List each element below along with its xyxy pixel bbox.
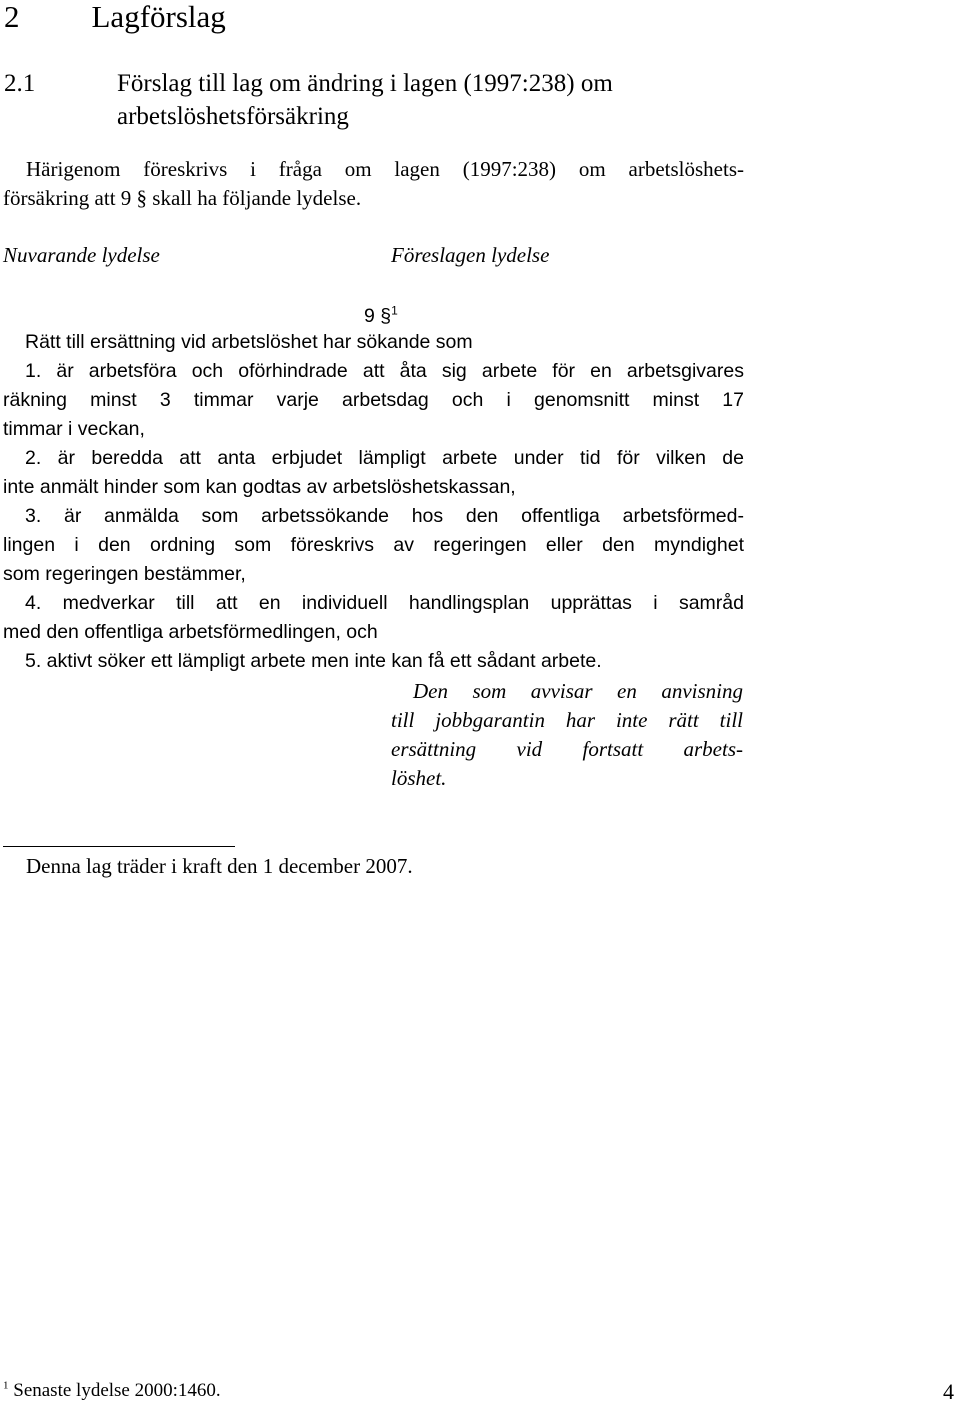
entry-into-force: Denna lag träder i kraft den 1 december 2007.	[26, 854, 413, 878]
chapter-title: Lagförslag	[91, 0, 226, 34]
intro-line-2: försäkring att 9 § skall ha följande lydelse.	[3, 186, 362, 210]
list-item-1-line-2: räkning minst 3 timmar varje arbetsdag och i genomsnitt minst 17	[3, 389, 744, 411]
chapter-number: 2	[4, 0, 20, 34]
list-item-3	[3, 502, 744, 589]
list-item-1	[3, 357, 744, 444]
list-item-3-line-2: lingen i den ordning som föreskrivs av regeringen eller den myndighet	[3, 534, 744, 556]
intro-line-1: Härigenom föreskrivs i fråga om lagen (1997:238) om arbetslöshets-	[26, 157, 744, 181]
list-item-5-line-1: 5. aktivt söker ett lämpligt arbete men inte kan få ett sådant arbete.	[25, 650, 602, 672]
list-item-1-line-1: 1. är arbetsföra och oförhindrade att åta sig arbete för en arbetsgivares	[25, 360, 744, 382]
section-title-line1: Förslag till lag om ändring i lagen (1997:238) om	[117, 70, 613, 97]
footnote	[3, 1378, 221, 1404]
amendment-text	[391, 677, 743, 793]
list-item-5	[3, 647, 744, 676]
list-item-3-line-1: 3. är anmälda som arbetssökande hos den offentliga arbetsförmed-	[25, 505, 744, 527]
list-item-3-line-3: som regeringen bestämmer,	[3, 563, 246, 585]
column-heading-current: Nuvarande lydelse	[3, 243, 160, 267]
list-item-2-line-1: 2. är beredda att anta erbjudet lämpligt arbete under tid för vilken de	[25, 447, 744, 469]
paragraph-heading-text: 9 §	[364, 305, 392, 327]
page-number: 4	[943, 1379, 954, 1404]
amendment-line-3: ersättning vid fortsatt arbets-	[391, 737, 743, 761]
list-item-2	[3, 444, 744, 502]
paragraph-body	[3, 328, 744, 676]
amendment-line-1: Den som avvisar en anvisning	[413, 679, 743, 703]
separator-rule	[3, 846, 235, 847]
footnote-reference: 1	[391, 303, 398, 318]
list-item-2-line-2: inte anmält hinder som kan godtas av arbetslöshetskassan,	[3, 476, 516, 498]
chapter-heading	[4, 0, 226, 34]
section-number: 2.1	[4, 70, 36, 97]
amendment-line-4: löshet.	[391, 766, 447, 790]
list-item-1-line-3: timmar i veckan,	[3, 418, 145, 440]
paragraph-lead: Rätt till ersättning vid arbetslöshet har sökande som	[25, 331, 473, 353]
footnote-mark: 1	[3, 1379, 9, 1392]
list-item-4-line-2: med den offentliga arbetsförmedlingen, och	[3, 621, 378, 643]
list-item-4	[3, 589, 744, 647]
footnote-text: Senaste lydelse 2000:1460.	[13, 1380, 221, 1401]
amendment-line-2: till jobbgarantin har inte rätt till	[391, 708, 743, 732]
section-title-line2: arbetslöshetsförsäkring	[117, 103, 349, 130]
column-heading-proposed: Föreslagen lydelse	[391, 243, 550, 267]
paragraph-heading	[364, 302, 398, 331]
list-item-4-line-1: 4. medverkar till att en individuell handlingsplan upprättas i samråd	[25, 592, 744, 614]
